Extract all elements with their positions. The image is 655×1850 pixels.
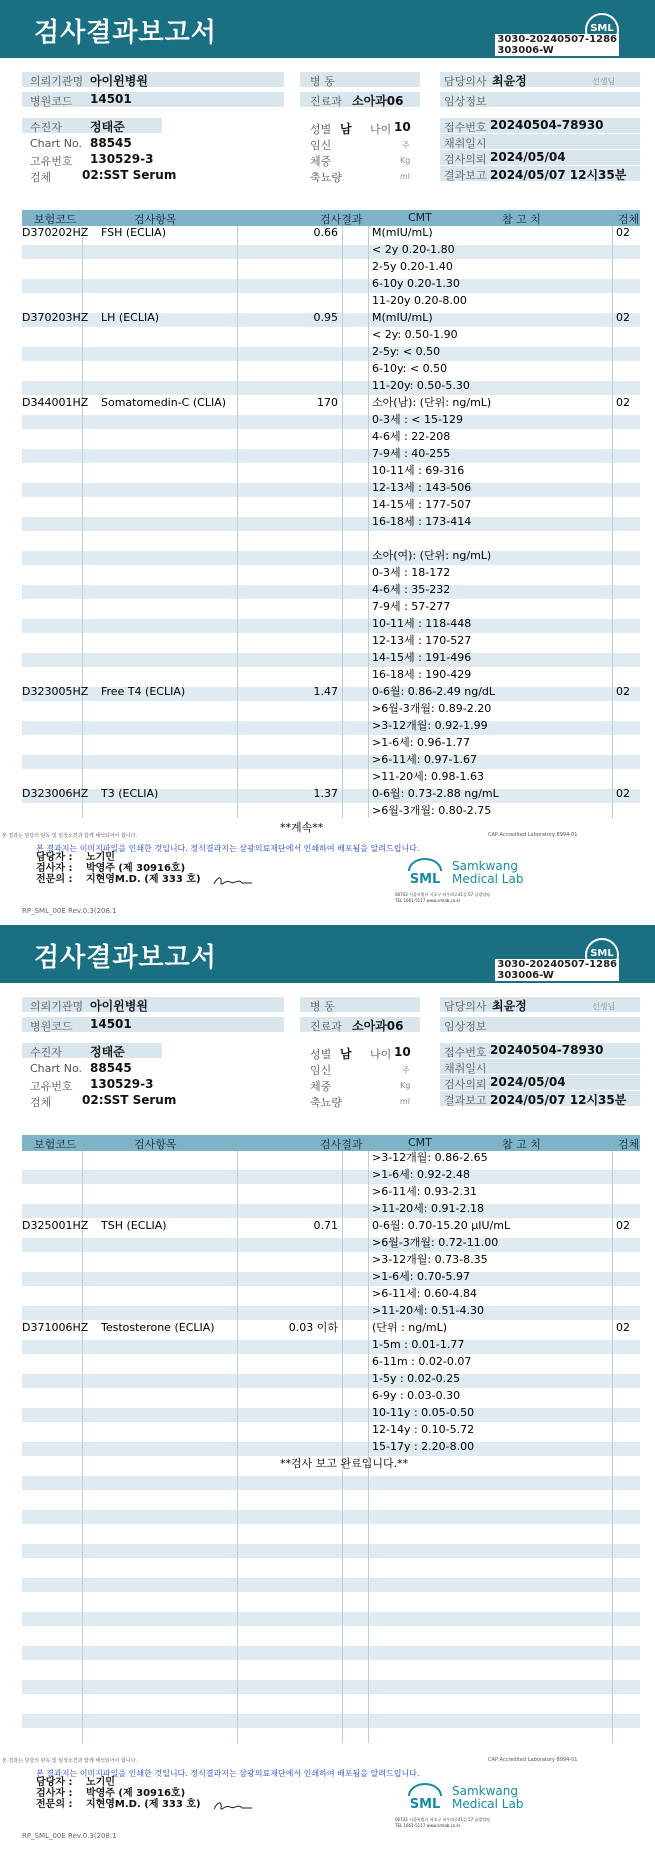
row-band xyxy=(22,1170,640,1184)
test-code: D325001HZ xyxy=(22,1219,89,1232)
age-label: 나이 xyxy=(370,1048,392,1061)
table-header xyxy=(22,1135,640,1151)
test-name: T3 (ECLIA) xyxy=(101,787,159,800)
row-band xyxy=(22,1442,640,1456)
table-body xyxy=(22,226,640,836)
doctor-suffix: 선생님 xyxy=(592,1002,616,1011)
table-body xyxy=(22,1151,640,1761)
footer-disclaimer: 본 결과는 담당의 판독 및 임상소견과 함께 해석되어야 합니다. xyxy=(2,833,138,839)
lab-name-1: Samkwang xyxy=(452,859,518,873)
chart-label: Chart No. xyxy=(30,1062,82,1075)
row-band xyxy=(22,1714,640,1728)
sig-row-1 xyxy=(36,1777,201,1788)
reference-range: >1-6세: 0.96-1.77 xyxy=(372,736,470,749)
row-band xyxy=(22,619,640,633)
signatures xyxy=(36,852,201,885)
column-divider xyxy=(342,226,343,818)
reference-range: >1-6세: 0.92-2.48 xyxy=(372,1168,470,1181)
hospcode-label: 병원코드 xyxy=(30,95,73,108)
specimen-value: 02:SST Serum xyxy=(82,1093,177,1107)
test-code: D344001HZ xyxy=(22,396,89,409)
reference-range: 6-9y : 0.03-0.30 xyxy=(372,1389,461,1402)
row-band xyxy=(22,1544,640,1558)
reference-range: 6-10y 0.20-1.30 xyxy=(372,277,460,290)
column-divider xyxy=(368,226,369,818)
preg-label: 임신 xyxy=(310,1064,332,1077)
svg-text:SML: SML xyxy=(409,872,441,887)
row-band xyxy=(22,1612,640,1626)
test-code: D323005HZ xyxy=(22,685,89,698)
org-label: 의뢰기관명 xyxy=(30,1000,84,1013)
reference-range: 0-6월: 0.70-15.20 μIU/mL xyxy=(372,1219,511,1232)
dept-value: 소아과06 xyxy=(352,1019,404,1033)
report-header xyxy=(0,925,655,983)
receipt-value: 20240504-78930 xyxy=(490,1043,604,1057)
column-divider xyxy=(342,1151,343,1743)
weight-label: 체중 xyxy=(310,1080,332,1093)
doctor-value: 최윤정 xyxy=(492,74,527,88)
name-value: 정태준 xyxy=(90,1045,125,1059)
report-date-value: 2024/05/07 12시35분 xyxy=(490,1093,627,1107)
report-page-2 xyxy=(0,925,655,1845)
row-band xyxy=(22,1408,640,1422)
doctor-label: 담당의사 xyxy=(444,75,487,88)
clinical-label: 임상정보 xyxy=(444,1020,487,1033)
reference-range: 11-20y: 0.50-5.30 xyxy=(372,379,470,392)
sig-name-1: 노기민 xyxy=(85,852,115,863)
chart-value: 88545 xyxy=(90,136,132,150)
row-band xyxy=(22,1680,640,1694)
reference-range: 16-18세 : 190-429 xyxy=(372,668,472,681)
sex-label: 성별 xyxy=(310,1048,332,1061)
lab-address-1: 06743 서울특별시 서초구 바우뫼로41길 57 삼광빌딩 xyxy=(395,892,490,897)
urine-label: 축뇨량 xyxy=(310,1096,342,1109)
reference-range: >6월-3개월: 0.72-11.00 xyxy=(372,1236,499,1249)
row-band xyxy=(22,653,640,667)
continue-marker: **계속** xyxy=(280,821,324,834)
sig-name-3: 지현영M.D. (제 333 호) xyxy=(85,1799,201,1810)
row-band xyxy=(22,1646,640,1660)
org-value: 아이윈병원 xyxy=(90,74,148,88)
reference-range: 0-6월: 0.73-2.88 ng/mL xyxy=(372,787,499,800)
reference-range: 10-11세 : 118-448 xyxy=(372,617,472,630)
doctor-label: 담당의사 xyxy=(444,1000,487,1013)
reference-range: M(mIU/mL) xyxy=(372,311,433,324)
report-footer xyxy=(0,1757,655,1845)
col-spec-header: 검체 xyxy=(618,1138,640,1151)
reference-range: >11-20세: 0.91-2.18 xyxy=(372,1202,484,1215)
reference-range: 15-17y : 2.20-8.00 xyxy=(372,1440,475,1453)
test-result: 1.37 xyxy=(313,787,338,800)
reference-range: 1-5m : 0.01-1.77 xyxy=(372,1338,465,1351)
report-complete-marker: **검사 보고 완료입니다.** xyxy=(280,1457,409,1470)
reference-range: 2-5y: < 0.50 xyxy=(372,345,441,358)
patient-info xyxy=(0,997,655,1117)
request-value: 2024/05/04 xyxy=(490,150,566,164)
reference-range: 11-20y 0.20-8.00 xyxy=(372,294,467,307)
request-value: 2024/05/04 xyxy=(490,1075,566,1089)
reference-range: 10-11세 : 69-316 xyxy=(372,464,465,477)
row-band xyxy=(22,721,640,735)
row-band xyxy=(22,381,640,395)
lab-name-2: Medical Lab xyxy=(452,872,524,886)
dept-label: 진료과 xyxy=(310,1020,342,1033)
ward-label: 병 동 xyxy=(310,75,335,88)
col-cmt-header: CMT xyxy=(408,211,432,224)
org-label: 의뢰기관명 xyxy=(30,75,84,88)
col-cmt-header: CMT xyxy=(408,1136,432,1149)
sig-name-1: 노기민 xyxy=(85,1777,115,1788)
row-band xyxy=(22,585,640,599)
row-band xyxy=(22,1476,640,1490)
footer-notice: 본 결과지는 이미지파일을 인쇄한 것입니다. 정식결과지는 삼광의료재단에서 인쇄하여 배포됨을 알려드립니다. xyxy=(36,1769,420,1778)
reference-range: 4-6세 : 22-208 xyxy=(372,430,451,443)
sml-logo-text: SML xyxy=(590,948,614,959)
footer-disclaimer: 본 결과는 담당의 판독 및 임상소견과 함께 해석되어야 합니다. xyxy=(2,1758,138,1764)
uid-value: 130529-3 xyxy=(90,152,154,166)
row-band xyxy=(22,1374,640,1388)
doctor-suffix: 선생님 xyxy=(592,77,616,86)
clinical-label: 임상정보 xyxy=(444,95,487,108)
sig-name-2: 박영주 (제 30916호) xyxy=(85,1788,186,1799)
col-ref-header: 참 고 치 xyxy=(502,1138,541,1151)
age-value: 10 xyxy=(394,1045,411,1059)
reference-range: 16-18세 : 173-414 xyxy=(372,515,472,528)
reference-range: 0-3세 : < 15-129 xyxy=(372,413,463,426)
uid-value: 130529-3 xyxy=(90,1077,154,1091)
receipt-label: 접수번호 xyxy=(444,1046,487,1059)
reference-range: 6-10y: < 0.50 xyxy=(372,362,448,375)
lab-address xyxy=(395,892,490,904)
test-result: 170 xyxy=(317,396,338,409)
report-date-label: 결과보고 xyxy=(444,169,487,182)
weight-label: 체중 xyxy=(310,155,332,168)
name-label: 수진자 xyxy=(30,121,62,134)
report-title: 검사결과보고서 xyxy=(34,18,217,48)
reference-range: >6월-3개월: 0.80-2.75 xyxy=(372,804,492,817)
report-header xyxy=(0,0,655,58)
reference-range: 12-13세 : 143-506 xyxy=(372,481,472,494)
col-ref-header: 참 고 치 xyxy=(502,213,541,226)
test-result: 0.03 이하 xyxy=(288,1321,338,1334)
report-date-label: 결과보고 xyxy=(444,1094,487,1107)
receipt-label: 접수번호 xyxy=(444,121,487,134)
reference-range: 0-6월: 0.86-2.49 ng/dL xyxy=(372,685,496,698)
reference-range: 소아(여): (단위: ng/mL) xyxy=(372,549,492,562)
reference-range: 1-5y : 0.02-0.25 xyxy=(372,1372,461,1385)
sml-lab-logo-icon xyxy=(405,858,445,888)
reference-range: (단위 : ng/mL) xyxy=(372,1321,448,1334)
signature-image xyxy=(212,1799,254,1813)
col-item-header: 검사항목 xyxy=(134,213,177,226)
reference-range: >6-11세: 0.60-4.84 xyxy=(372,1287,477,1300)
row-band xyxy=(22,1204,640,1218)
row-band xyxy=(22,1306,640,1320)
age-label: 나이 xyxy=(370,123,392,136)
weight-unit: Kg xyxy=(400,1081,411,1090)
column-divider xyxy=(368,1151,369,1743)
urine-label: 축뇨량 xyxy=(310,171,342,184)
reference-range: < 2y 0.20-1.80 xyxy=(372,243,455,256)
specimen-code: 02 xyxy=(616,1219,630,1232)
report-footer xyxy=(0,832,655,920)
specimen-code: 02 xyxy=(616,226,630,239)
reference-range: >6-11세: 0.93-2.31 xyxy=(372,1185,477,1198)
test-result: 1.47 xyxy=(313,685,338,698)
reference-range: >3-12개월: 0.86-2.65 xyxy=(372,1151,488,1164)
column-divider xyxy=(612,226,613,818)
test-name: Testosterone (ECLIA) xyxy=(101,1321,215,1334)
col-result-header: 검사결과 xyxy=(320,213,363,226)
reference-range: >6-11세: 0.97-1.67 xyxy=(372,753,477,766)
col-item-header: 검사항목 xyxy=(134,1138,177,1151)
lab-address-2: TEL 1661-5117 www.smlab.co.kr xyxy=(395,898,461,903)
test-result: 0.71 xyxy=(313,1219,338,1232)
column-divider xyxy=(82,1151,83,1743)
sig-label-3: 전문의 : xyxy=(36,874,73,885)
sex-value: 남 xyxy=(340,122,352,136)
col-spec-header: 검체 xyxy=(618,213,640,226)
sig-label-1: 담당자 : xyxy=(36,1777,73,1788)
test-name: LH (ECLIA) xyxy=(101,311,160,324)
reference-range: 소아(남): (단위: ng/mL) xyxy=(372,396,492,409)
sig-row-2 xyxy=(36,863,201,874)
sml-lab-logo-icon xyxy=(405,1783,445,1813)
age-value: 10 xyxy=(394,120,411,134)
report-id-line1: 3030-20240507-1286 xyxy=(497,34,617,45)
preg-label: 임신 xyxy=(310,139,332,152)
row-band xyxy=(22,1510,640,1524)
revision-label: RP_SML_00E Rev.0.3(208.1 xyxy=(22,907,117,915)
reference-range: 7-9세 : 57-277 xyxy=(372,600,451,613)
sig-row-2 xyxy=(36,1788,201,1799)
chart-value: 88545 xyxy=(90,1061,132,1075)
reference-range: 2-5y 0.20-1.40 xyxy=(372,260,453,273)
col-code-header: 보험코드 xyxy=(34,213,77,226)
name-label: 수진자 xyxy=(30,1046,62,1059)
test-code: D370202HZ xyxy=(22,226,89,239)
request-label: 검사의뢰 xyxy=(444,153,487,166)
chart-label: Chart No. xyxy=(30,137,82,150)
receipt-value: 20240504-78930 xyxy=(490,118,604,132)
report-date-value: 2024/05/07 12시35분 xyxy=(490,168,627,182)
specimen-code: 02 xyxy=(616,311,630,324)
reference-range: 7-9세 : 40-255 xyxy=(372,447,451,460)
row-band xyxy=(22,1238,640,1252)
test-name: Free T4 (ECLIA) xyxy=(101,685,186,698)
sig-row-3 xyxy=(36,874,201,885)
signatures xyxy=(36,1777,201,1810)
specimen-value: 02:SST Serum xyxy=(82,168,177,182)
sml-logo-text: SML xyxy=(590,23,614,34)
footer-notice: 본 결과지는 이미지파일을 인쇄한 것입니다. 정식결과지는 삼광의료재단에서 인쇄하여 배포됨을 알려드립니다. xyxy=(36,844,420,853)
row-band xyxy=(22,517,640,531)
sex-value: 남 xyxy=(340,1047,352,1061)
org-value: 아이윈병원 xyxy=(90,999,148,1013)
row-band xyxy=(22,415,640,429)
row-band xyxy=(22,755,640,769)
revision-label: RP_SML_00E Rev.0.3(208.1 xyxy=(22,1832,117,1840)
row-band xyxy=(22,347,640,361)
doctor-value: 최윤정 xyxy=(492,999,527,1013)
reference-range: 4-6세 : 35-232 xyxy=(372,583,451,596)
reference-range: >11-20세: 0.98-1.63 xyxy=(372,770,484,783)
patient-info xyxy=(0,72,655,192)
reference-range: 12-13세 : 170-527 xyxy=(372,634,472,647)
reference-range: 6-11m : 0.02-0.07 xyxy=(372,1355,472,1368)
preg-unit: 주 xyxy=(402,1066,410,1075)
reference-range: M(mIU/mL) xyxy=(372,226,433,239)
report-title: 검사결과보고서 xyxy=(34,943,217,973)
urine-unit: ml xyxy=(400,172,411,181)
ward-label: 병 동 xyxy=(310,1000,335,1013)
row-band xyxy=(22,449,640,463)
collect-label: 채취일시 xyxy=(444,137,487,150)
row-band xyxy=(22,245,640,259)
reference-range: >1-6세: 0.70-5.97 xyxy=(372,1270,470,1283)
urine-unit: ml xyxy=(400,1097,411,1106)
sig-label-2: 검사자 : xyxy=(36,1788,73,1799)
specimen-code: 02 xyxy=(616,396,630,409)
sig-label-3: 전문의 : xyxy=(36,1799,73,1810)
col-code-header: 보험코드 xyxy=(34,1138,77,1151)
lab-name-1: Samkwang xyxy=(452,1784,518,1798)
reference-range: >6월-3개월: 0.89-2.20 xyxy=(372,702,492,715)
specimen-label: 검체 xyxy=(30,1096,52,1109)
sig-name-2: 박영주 (제 30916호) xyxy=(85,863,186,874)
test-name: Somatomedin-C (CLIA) xyxy=(101,396,227,409)
test-result: 0.66 xyxy=(313,226,338,239)
test-code: D371006HZ xyxy=(22,1321,89,1334)
reference-range: < 2y: 0.50-1.90 xyxy=(372,328,458,341)
test-name: TSH (ECLIA) xyxy=(101,1219,167,1232)
col-result-header: 검사결과 xyxy=(320,1138,363,1151)
uid-label: 고유번호 xyxy=(30,1080,73,1093)
sig-label-1: 담당자 : xyxy=(36,852,73,863)
report-id-line1: 3030-20240507-1286 xyxy=(497,959,617,970)
collect-label: 채취일시 xyxy=(444,1062,487,1075)
test-result: 0.95 xyxy=(313,311,338,324)
sig-name-3: 지현영M.D. (제 333 호) xyxy=(85,874,201,885)
report-id-line2: 303006-W xyxy=(497,970,554,981)
reference-range: 14-15세 : 177-507 xyxy=(372,498,472,511)
uid-label: 고유번호 xyxy=(30,155,73,168)
lab-address-2: TEL 1661-5117 www.smlab.co.kr xyxy=(395,1823,461,1828)
hospcode-value: 14501 xyxy=(90,92,132,106)
name-value: 정태준 xyxy=(90,120,125,134)
lab-address xyxy=(395,1817,490,1829)
test-name: FSH (ECLIA) xyxy=(101,226,166,239)
sig-label-2: 검사자 : xyxy=(36,863,73,874)
svg-text:SML: SML xyxy=(409,1797,441,1812)
hospcode-value: 14501 xyxy=(90,1017,132,1031)
test-code: D370203HZ xyxy=(22,311,89,324)
column-divider xyxy=(612,1151,613,1743)
request-label: 검사의뢰 xyxy=(444,1078,487,1091)
dept-value: 소아과06 xyxy=(352,94,404,108)
lab-address-1: 06743 서울특별시 서초구 바우뫼로41길 57 삼광빌딩 xyxy=(395,1817,490,1822)
specimen-code: 02 xyxy=(616,787,630,800)
reference-range: 12-14y : 0.10-5.72 xyxy=(372,1423,475,1436)
cap-label: CAP Accredited Laboratory 8994-01 xyxy=(488,832,578,838)
specimen-code: 02 xyxy=(616,1321,630,1334)
row-band xyxy=(22,483,640,497)
reference-range: >3-12개월: 0.73-8.35 xyxy=(372,1253,488,1266)
reference-range: >11-20세: 0.51-4.30 xyxy=(372,1304,484,1317)
reference-range: 14-15세 : 191-496 xyxy=(372,651,472,664)
report-id xyxy=(495,959,619,981)
specimen-label: 검체 xyxy=(30,171,52,184)
lab-name-2: Medical Lab xyxy=(452,1797,524,1811)
reference-range: >3-12개월: 0.92-1.99 xyxy=(372,719,488,732)
report-page-1 xyxy=(0,0,655,920)
row-band xyxy=(22,551,640,565)
preg-unit: 주 xyxy=(402,141,410,150)
lab-name xyxy=(452,1785,523,1811)
sex-label: 성별 xyxy=(310,123,332,136)
sig-row-3 xyxy=(36,1799,201,1810)
row-band xyxy=(22,1272,640,1286)
column-divider xyxy=(237,1151,238,1743)
specimen-code: 02 xyxy=(616,685,630,698)
sig-row-1 xyxy=(36,852,201,863)
report-id xyxy=(495,34,619,56)
reference-range: 0-3세 : 18-172 xyxy=(372,566,451,579)
test-code: D323006HZ xyxy=(22,787,89,800)
row-band xyxy=(22,1578,640,1592)
reference-range: 10-11y : 0.05-0.50 xyxy=(372,1406,475,1419)
report-id-line2: 303006-W xyxy=(497,45,554,56)
weight-unit: Kg xyxy=(400,156,411,165)
lab-name xyxy=(452,860,523,886)
row-band xyxy=(22,279,640,293)
row-band xyxy=(22,1340,640,1354)
dept-label: 진료과 xyxy=(310,95,342,108)
hospcode-label: 병원코드 xyxy=(30,1020,73,1033)
signature-image xyxy=(212,874,254,888)
cap-label: CAP Accredited Laboratory 8994-01 xyxy=(488,1757,578,1763)
